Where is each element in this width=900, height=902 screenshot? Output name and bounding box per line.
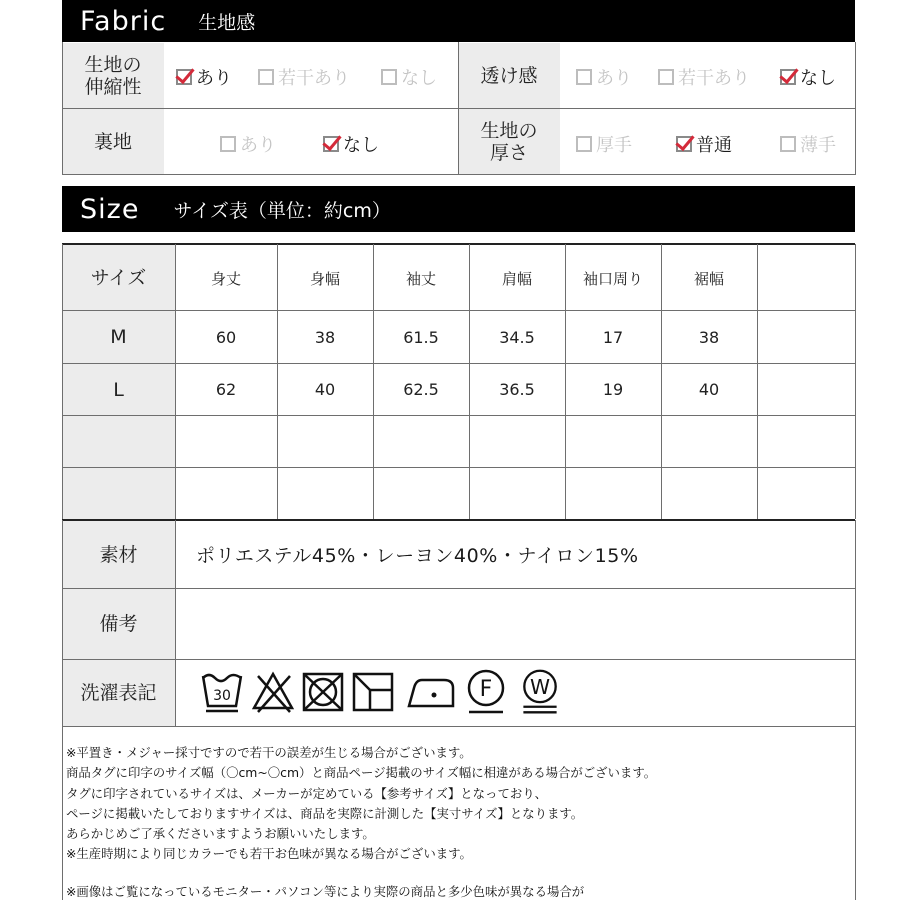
no-tumble-dry-icon: [300, 668, 346, 716]
cuff-header: 袖口周り: [582, 269, 643, 288]
fabric-title-jp: 生地感: [198, 11, 256, 34]
footer-note: ※画像はご覧になっているモニター・パソコン等により実際の商品と多少色味が異なる場合が: [66, 884, 585, 899]
lining-option-yes[interactable]: あり: [220, 131, 276, 157]
checkbox-icon: [576, 136, 592, 152]
stretch-option-slight[interactable]: 若干あり: [258, 64, 350, 90]
table-cell: 61.5: [403, 327, 439, 347]
checkbox-icon: [381, 69, 397, 85]
table-cell: 40: [314, 380, 336, 399]
fabric-title-en: Fabric: [80, 5, 167, 37]
table-cell: 38: [698, 327, 720, 347]
size-column-header: サイズ: [90, 267, 147, 289]
table-cell: 19: [602, 380, 624, 399]
lining-option-no[interactable]: なし: [323, 131, 379, 157]
checkbox-icon: [576, 69, 592, 85]
sheer-option-slight[interactable]: 若干あり: [658, 64, 750, 90]
wet-clean-letter: W: [529, 674, 551, 699]
shoulder-width-header: 肩幅: [501, 269, 532, 288]
sleeve-length-header: 袖丈: [405, 269, 436, 288]
checkbox-checked-icon: [176, 69, 192, 85]
table-cell: 36.5: [499, 380, 535, 399]
remarks-label: 備考: [99, 613, 138, 635]
dry-clean-f-icon: [463, 668, 509, 716]
empty-header: [757, 246, 855, 310]
table-cell: 62.5: [403, 380, 439, 399]
care-label: 洗濯表記: [80, 682, 157, 704]
thickness-option-thin[interactable]: 薄手: [780, 131, 836, 157]
note-line: あらかじめご了承くださいますようお願いいたします。: [66, 826, 375, 842]
checkbox-checked-icon: [676, 136, 692, 152]
dry-clean-letter: F: [479, 677, 493, 702]
material-label: 素材: [99, 543, 138, 566]
table-cell: 17: [602, 327, 624, 347]
notes: [66, 743, 656, 865]
stretch-option-yes[interactable]: あり: [176, 64, 232, 90]
lining-label: 裏地: [93, 130, 132, 153]
note-line: タグに印字されているサイズは、メーカーが定めている【参考サイズ】となっており、: [66, 785, 548, 801]
checkbox-icon: [658, 69, 674, 85]
table-cell: 40: [698, 380, 720, 399]
no-bleach-icon: [250, 668, 296, 716]
line-dry-shade-icon: [350, 668, 396, 716]
size-title-jp: サイズ表（単位：約cm）: [173, 199, 391, 222]
note-line: 商品タグに印字のサイズ幅（〇cm~〇cm）と商品ページ掲載のサイズ幅に相違がある場合がございます。: [66, 765, 657, 781]
stretch-label: 生地の 伸縮性: [84, 53, 142, 98]
thickness-option-normal[interactable]: 普通: [676, 131, 732, 157]
note-line: ※生産時期により同じカラーでも若干お色味が異なる場合がございます。: [66, 846, 472, 862]
table-cell: [757, 311, 855, 363]
fabric-header: [62, 0, 855, 42]
width-header: 身幅: [309, 269, 340, 288]
wet-clean-w-icon: [516, 668, 564, 716]
wash-temperature: 30: [213, 688, 231, 704]
table-cell: 62: [215, 380, 237, 399]
material-value: ポリエステル45%・レーヨン40%・ナイロン15%: [196, 545, 639, 567]
note-line: ※平置き・メジャー採寸ですので若干の誤差が生じる場合がございます。: [66, 745, 472, 760]
table-cell: [757, 364, 855, 415]
table-cell: 38: [314, 327, 336, 347]
checkbox-icon: [258, 69, 274, 85]
length-header: 身丈: [210, 269, 241, 288]
stretch-option-no[interactable]: なし: [381, 64, 437, 90]
wash-30-icon: [200, 668, 244, 716]
checkbox-icon: [780, 136, 796, 152]
checkbox-checked-icon: [323, 136, 339, 152]
size-title-en: Size: [80, 193, 140, 225]
hem-width-header: 裾幅: [693, 269, 724, 288]
checkbox-icon: [220, 136, 236, 152]
sheer-option-yes[interactable]: あり: [576, 64, 632, 90]
thickness-label: 生地の 厚さ: [480, 119, 538, 164]
size-row-label: L: [113, 378, 124, 401]
size-header: [62, 186, 855, 232]
sheer-option-no[interactable]: なし: [780, 64, 836, 90]
table-cell: 34.5: [499, 327, 535, 347]
table-cell: 60: [215, 327, 237, 347]
size-row-label: M: [110, 326, 127, 348]
thickness-option-thick[interactable]: 厚手: [576, 131, 632, 157]
note-line: ページに掲載いたしておりますサイズは、商品を実際に計測した【実寸サイズ】となります。: [66, 805, 584, 821]
checkbox-checked-icon: [780, 69, 796, 85]
iron-low-icon: [404, 668, 458, 716]
sheer-label: 透け感: [480, 64, 538, 87]
